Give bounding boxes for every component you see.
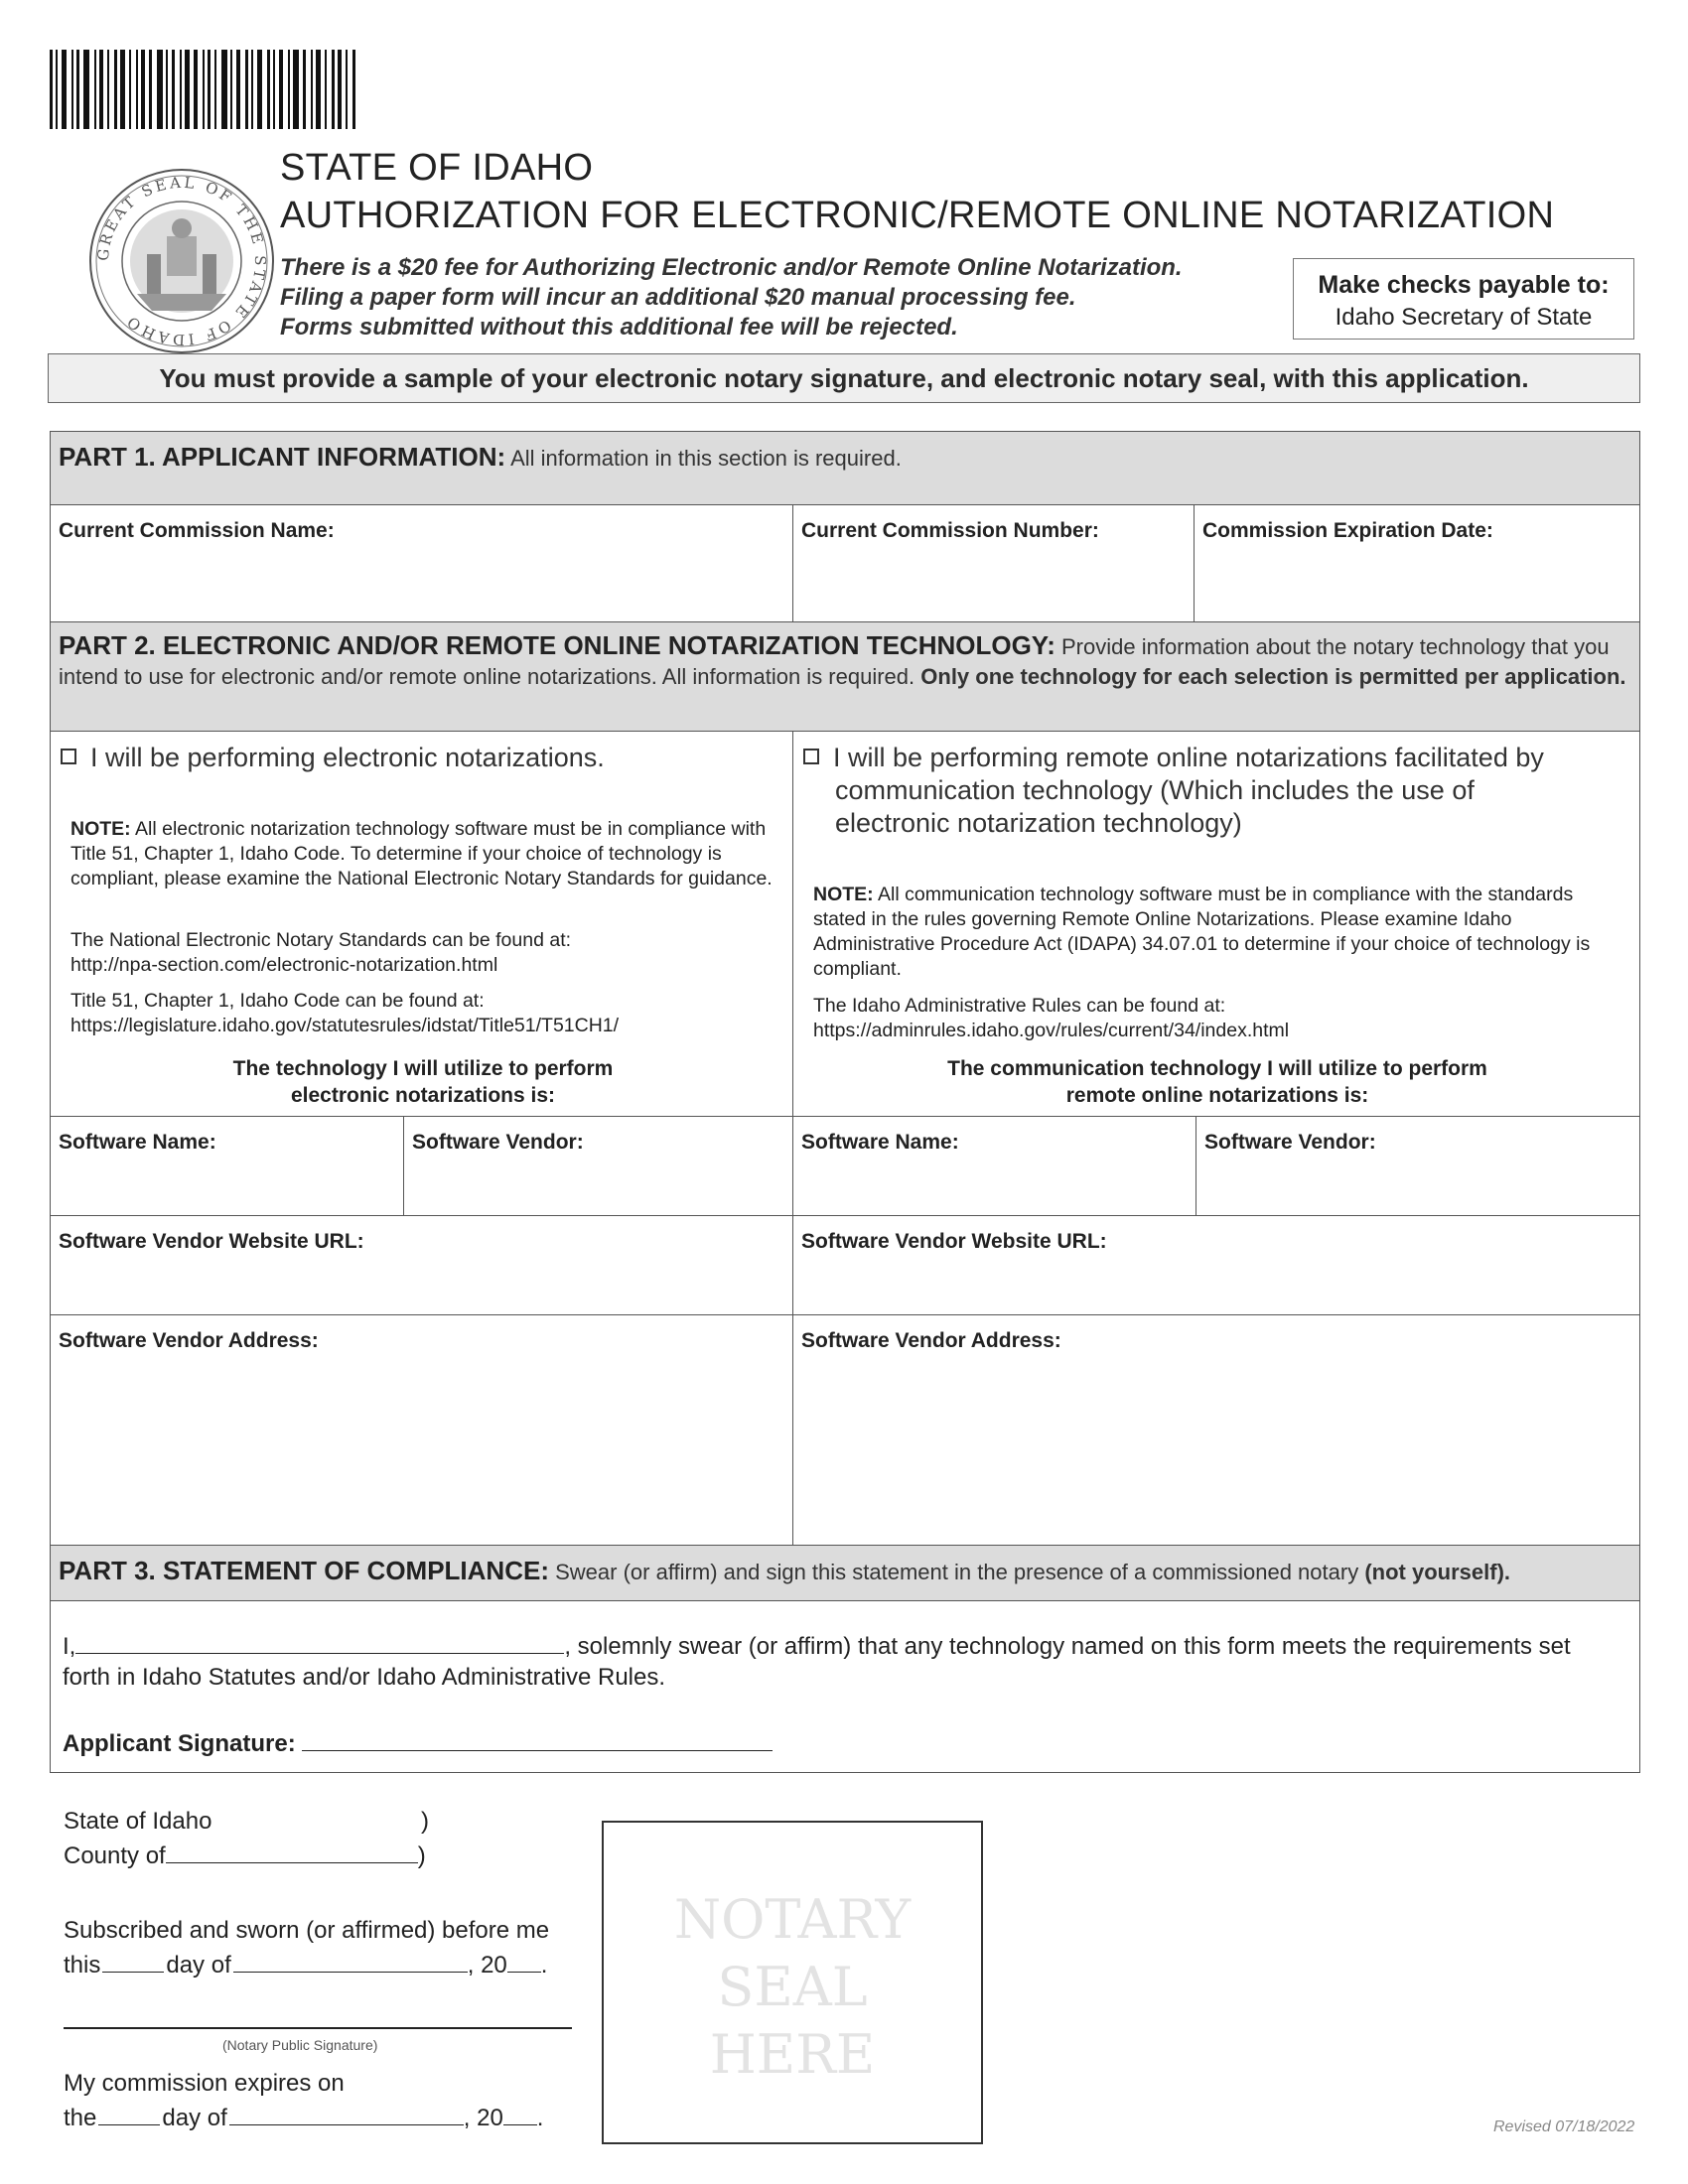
- seal-placeholder-line3: HERE: [709, 2023, 876, 2086]
- part1-heading: PART 1. APPLICANT INFORMATION:: [59, 442, 506, 472]
- notary-county-label: County of: [64, 1843, 166, 1869]
- electronic-utilize-line2: electronic notarizations is:: [290, 1084, 556, 1107]
- barcode-bar: [303, 50, 306, 129]
- barcode-bar: [157, 50, 163, 129]
- seal-placeholder-line2: SEAL: [717, 1956, 868, 2018]
- commission-expiration-label: Commission Expiration Date:: [1202, 519, 1493, 542]
- barcode-bar: [352, 50, 355, 129]
- barcode-bar: [325, 50, 327, 129]
- barcode-bar: [107, 50, 109, 129]
- remote-notarization-option[interactable]: [803, 742, 1544, 774]
- statement-line2: forth in Idaho Statutes and/or Idaho Administrative Rules.: [63, 1664, 666, 1691]
- svg-text:GREAT SEAL OF THE STATE OF IDA: GREAT SEAL OF THE STATE OF IDAHO: [93, 173, 270, 349]
- part3-subtext: Swear (or affirm) and sign this statement in the presence of a commissioned notary: [555, 1560, 1359, 1584]
- remote-notarization-label-3: electronic notarization technology): [835, 808, 1242, 838]
- barcode-bar: [273, 50, 275, 129]
- barcode-bar: [149, 50, 152, 129]
- applicant-signature-line[interactable]: [302, 1728, 773, 1751]
- barcode-bar: [221, 50, 227, 129]
- notary-state-paren: ): [421, 1808, 429, 1835]
- barcode-bar: [316, 50, 321, 129]
- applicant-name-blank[interactable]: [75, 1631, 564, 1654]
- electronic-utilize-line1: The technology I will utilize to perform: [232, 1057, 614, 1080]
- expires-year-prefix: , 20: [463, 2105, 503, 2131]
- barcode-bar: [311, 50, 313, 129]
- sworn-line1: Subscribed and sworn (or affirmed) before me: [64, 1917, 550, 1944]
- statement-line1: [63, 1631, 1631, 1662]
- barcode-bar: [332, 50, 335, 129]
- seal-placeholder-line1: NOTARY: [673, 1888, 912, 1951]
- expires-day-blank[interactable]: [98, 2103, 160, 2125]
- barcode-bar: [99, 50, 103, 129]
- barcode-bar: [245, 50, 248, 129]
- statement-prefix: I,: [63, 1633, 76, 1660]
- expires-line2: [64, 2103, 543, 2133]
- remote-utilize-line2: remote online notarizations is:: [1065, 1084, 1369, 1107]
- remote-vendor-address-field[interactable]: [792, 1314, 1640, 1547]
- expires-month-blank[interactable]: [229, 2103, 464, 2125]
- checks-payable-box: [1293, 258, 1634, 340]
- notary-county-row: [64, 1841, 426, 1871]
- part3-header: [50, 1545, 1640, 1602]
- form-title: AUTHORIZATION FOR ELECTRONIC/REMOTE ONLINE NOTARIZATION: [280, 195, 1555, 236]
- electronic-note: [70, 817, 775, 891]
- remote-note-label: NOTE:: [813, 884, 874, 905]
- remote-note: [813, 883, 1627, 982]
- barcode-bar: [267, 50, 270, 129]
- part3-heading: PART 3. STATEMENT OF COMPLIANCE:: [59, 1556, 549, 1585]
- barcode-bar: [129, 50, 131, 129]
- part2-subtext-bold: Only one technology for each selection is permitted per application.: [920, 664, 1626, 689]
- electronic-notarization-checkbox[interactable]: [61, 749, 76, 764]
- fee-line-1: There is a $20 fee for Authorizing Electronic and/or Remote Online Notarization.: [280, 254, 1183, 281]
- electronic-note-text: All electronic notarization technology software must be in compliance with Title 51, Chapter 1, Idaho Code. To determine if your choice of technology is compliant, please examine the National Electronic Notary Standards for guidance.: [70, 818, 773, 889]
- notary-county-blank[interactable]: [166, 1841, 418, 1863]
- remote-vendor-url-label: Software Vendor Website URL:: [801, 1230, 1107, 1253]
- electronic-notarization-option[interactable]: [61, 742, 605, 774]
- remote-notarization-label-1: I will be performing remote online notarizations facilitated by: [833, 743, 1544, 772]
- remote-software-vendor-label: Software Vendor:: [1204, 1131, 1376, 1154]
- sworn-this: this: [64, 1952, 101, 1979]
- electronic-software-name-field[interactable]: [50, 1116, 405, 1217]
- fee-line-2: Filing a paper form will incur an additional $20 manual processing fee.: [280, 284, 1076, 311]
- barcode-bar: [236, 50, 240, 129]
- commission-name-label: Current Commission Name:: [59, 519, 335, 542]
- state-title: STATE OF IDAHO: [280, 147, 594, 189]
- barcode-bar: [208, 50, 211, 129]
- applicant-signature-label: Applicant Signature:: [63, 1730, 296, 1757]
- barcode-bar: [94, 50, 96, 129]
- remote-software-vendor-field[interactable]: [1196, 1116, 1640, 1217]
- expires-period: .: [536, 2105, 544, 2131]
- sworn-month-blank[interactable]: [233, 1950, 468, 1973]
- barcode-bar: [288, 50, 290, 129]
- notary-signature-caption: (Notary Public Signature): [222, 2037, 378, 2053]
- remote-software-name-field[interactable]: [792, 1116, 1197, 1217]
- sworn-period: .: [540, 1952, 548, 1979]
- sworn-year-prefix: , 20: [467, 1952, 507, 1979]
- electronic-notarization-section: [50, 731, 794, 1118]
- barcode-bar: [120, 50, 125, 129]
- barcode-bar: [203, 50, 205, 129]
- part2-heading: PART 2. ELECTRONIC AND/OR REMOTE ONLINE NOTARIZATION TECHNOLOGY:: [59, 630, 1055, 660]
- admin-rules-url: https://adminrules.idaho.gov/rules/current/34/index.html: [813, 1020, 1290, 1041]
- revised-date: Revised 07/18/2022: [1493, 2118, 1635, 2135]
- part1-subtext: All information in this section is required.: [510, 446, 902, 471]
- standards-url: http://npa-section.com/electronic-notarization.html: [70, 954, 498, 976]
- checks-payee: Idaho Secretary of State: [1335, 304, 1593, 331]
- electronic-vendor-address-field[interactable]: [50, 1314, 794, 1547]
- remote-utilize-line1: The communication technology I will utilize to perform: [947, 1057, 1487, 1080]
- barcode-bar: [194, 50, 198, 129]
- expires-year-blank[interactable]: [503, 2103, 537, 2125]
- barcode-bar: [50, 50, 53, 129]
- electronic-software-name-label: Software Name:: [59, 1131, 216, 1154]
- notary-seal-box: [602, 1821, 983, 2144]
- sample-notice: You must provide a sample of your electronic notary signature, and electronic notary seal, with this application.: [48, 353, 1640, 403]
- checks-label: Make checks payable to:: [1318, 271, 1610, 299]
- electronic-software-vendor-label: Software Vendor:: [412, 1131, 584, 1154]
- commission-number-label: Current Commission Number:: [801, 519, 1099, 542]
- barcode-bar: [251, 50, 253, 129]
- barcode-bar: [76, 50, 79, 129]
- barcode-bar: [180, 50, 182, 129]
- statement-rest: , solemnly swear (or affirm) that any technology named on this form meets the requirements set: [564, 1633, 1571, 1660]
- barcode-bar: [83, 50, 89, 129]
- barcode-bar: [279, 50, 283, 129]
- remote-notarization-label-2: communication technology (Which includes the use of: [835, 775, 1475, 805]
- idaho-code-label: Title 51, Chapter 1, Idaho Code can be found at:: [70, 990, 485, 1012]
- expires-line1: My commission expires on: [64, 2070, 345, 2097]
- sworn-day-of: day of: [166, 1952, 231, 1979]
- standards-label: The National Electronic Notary Standards can be found at:: [70, 929, 572, 951]
- notary-state: State of Idaho: [64, 1808, 212, 1835]
- sworn-day-blank[interactable]: [102, 1950, 164, 1973]
- part2-header: [50, 621, 1640, 733]
- barcode-bar: [230, 50, 232, 129]
- notary-county-paren: ): [417, 1843, 426, 1869]
- admin-rules-label: The Idaho Administrative Rules can be found at:: [813, 995, 1226, 1017]
- commission-expiration-field[interactable]: [1194, 504, 1640, 623]
- electronic-vendor-address-label: Software Vendor Address:: [59, 1329, 319, 1352]
- electronic-vendor-url-label: Software Vendor Website URL:: [59, 1230, 364, 1253]
- barcode: [50, 50, 576, 129]
- commission-number-field[interactable]: [792, 504, 1196, 623]
- barcode-bar: [293, 50, 299, 129]
- electronic-software-vendor-field[interactable]: [403, 1116, 794, 1217]
- remote-vendor-url-field[interactable]: [792, 1215, 1640, 1316]
- barcode-bar: [166, 50, 168, 129]
- electronic-note-label: NOTE:: [70, 818, 131, 840]
- barcode-bar: [214, 50, 216, 129]
- expires-the: the: [64, 2105, 97, 2131]
- sworn-year-blank[interactable]: [507, 1950, 541, 1973]
- idaho-code-url: https://legislature.idaho.gov/statutesrules/idstat/Title51/T51CH1/: [70, 1015, 620, 1036]
- notary-signature-line[interactable]: [64, 2027, 572, 2029]
- remote-software-name-label: Software Name:: [801, 1131, 959, 1154]
- electronic-vendor-url-field[interactable]: [50, 1215, 794, 1316]
- remote-notarization-section: [792, 731, 1640, 1118]
- statement-of-compliance: [50, 1600, 1640, 1773]
- barcode-bar: [56, 50, 58, 129]
- expires-day-of: day of: [162, 2105, 227, 2131]
- remote-notarization-checkbox[interactable]: [803, 749, 819, 764]
- barcode-bar: [136, 50, 138, 129]
- fee-line-3: Forms submitted without this additional fee will be rejected.: [280, 314, 958, 341]
- barcode-bar: [257, 50, 262, 129]
- barcode-bar: [62, 50, 67, 129]
- remote-vendor-address-label: Software Vendor Address:: [801, 1329, 1061, 1352]
- barcode-bar: [141, 50, 145, 129]
- part2-subtext: Provide information about the notary technology that you intend to use for electronic and/or remote online notarizations. All information is required.: [59, 634, 1610, 689]
- barcode-bar: [114, 50, 117, 129]
- barcode-bar: [346, 50, 348, 129]
- barcode-bar: [338, 50, 342, 129]
- part1-header: [50, 431, 1640, 506]
- idaho-state-seal-icon: [87, 167, 276, 355]
- barcode-bar: [71, 50, 73, 129]
- remote-note-text: All communication technology software must be in compliance with the standards stated in the rules governing Remote Online Notarizations. Please examine Idaho Administrative Procedure Act (IDAPA) 34.07.01 to determine if your choice of technology is compliant.: [813, 884, 1591, 980]
- electronic-notarization-label: I will be performing electronic notarizations.: [90, 743, 605, 772]
- commission-name-field[interactable]: [50, 504, 794, 623]
- sworn-line2: [64, 1950, 547, 1980]
- part3-subtext-bold: (not yourself).: [1364, 1560, 1511, 1584]
- applicant-signature-row: [63, 1728, 773, 1759]
- barcode-bar: [185, 50, 190, 129]
- barcode-bar: [172, 50, 175, 129]
